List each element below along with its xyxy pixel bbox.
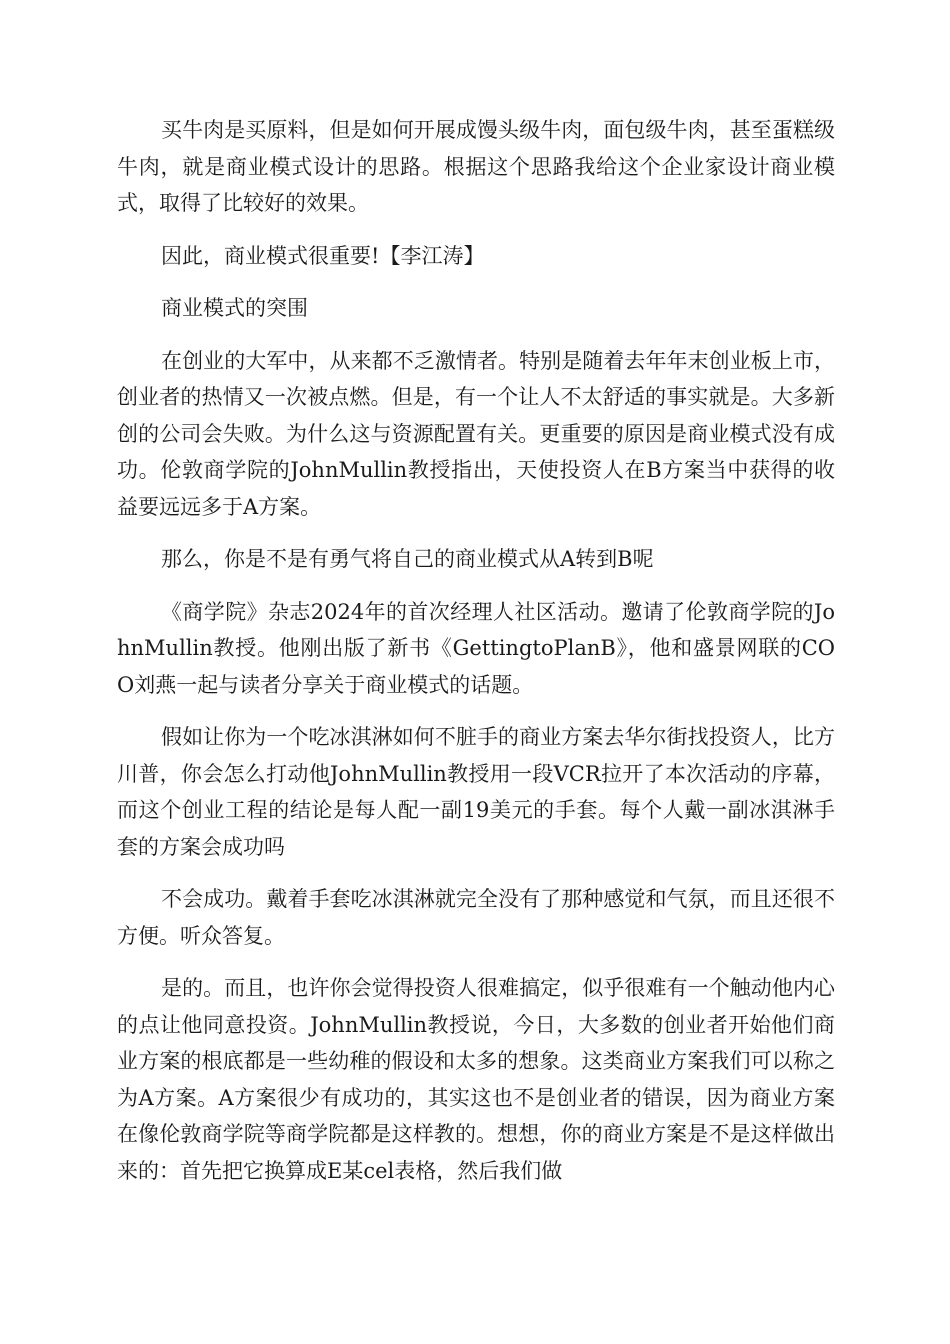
paragraph-ice-cream-gloves: 假如让你为一个吃冰淇淋如何不脏手的商业方案去华尔街找投资人，比方川普，你会怎么打动他JohnMullin教授用一段VCR拉开了本次活动的序幕，而这个创业工程的结论是每人配一副19美元的手套。每个人戴一副冰淇淋手套的方案会成功吗 bbox=[117, 725, 835, 859]
document-body bbox=[117, 112, 835, 1189]
paragraph-plan-a-explanation: 是的。而且，也许你会觉得投资人很难搞定，似乎很难有一个触动他内心的点让他同意投资。JohnMullin教授说，今日，大多数的创业者开始他们商业方案的根底都是一些幼稚的假设和太多的想象。这类商业方案我们可以称之为A方案。A方案很少有成功的，其实这也不是创业者的错误，因为商业方案在像伦敦商学院等商学院都是这样教的。想想，你的商业方案是不是这样做出来的：首先把它换算成E某cel表格，然后我们做 bbox=[117, 976, 835, 1183]
paragraph-entrepreneur-army: 在创业的大军中，从来都不乏激情者。特别是随着去年年末创业板上市，创业者的热情又一次被点燃。但是，有一个让人不太舒适的事实就是。大多新创的公司会失败。为什么这与资源配置有关。更重要的原因是商业模式没有成功。伦敦商学院的JohnMullin教授指出，天使投资人在B方案当中获得的收益要远远多于A方案。 bbox=[117, 348, 835, 519]
paragraph-business-model-important: 因此，商业模式很重要!【李江涛】 bbox=[161, 243, 485, 268]
paragraph-beef-business-model: 买牛肉是买原料，但是如何开展成馒头级牛肉，面包级牛肉，甚至蛋糕级牛肉，就是商业模式设计的思路。根据这个思路我给这个企业家设计商业模式，取得了比较好的效果。 bbox=[117, 118, 835, 215]
paragraph-audience-answer: 不会成功。戴着手套吃冰淇淋就完全没有了那种感觉和气氛，而且还很不方便。听众答复。 bbox=[117, 887, 835, 948]
paragraph-plan-a-to-b: 那么，你是不是有勇气将自己的商业模式从A转到B呢 bbox=[161, 547, 654, 571]
section-heading-breakthrough: 商业模式的突围 bbox=[161, 296, 308, 320]
paragraph-magazine-event: 《商学院》杂志2024年的首次经理人社区活动。邀请了伦敦商学院的JohnMullin教授。他刚出版了新书《GettingtoPlanB》，他和盛景网联的COO刘燕一起与读者分享关于商业模式的话题。 bbox=[117, 599, 835, 697]
